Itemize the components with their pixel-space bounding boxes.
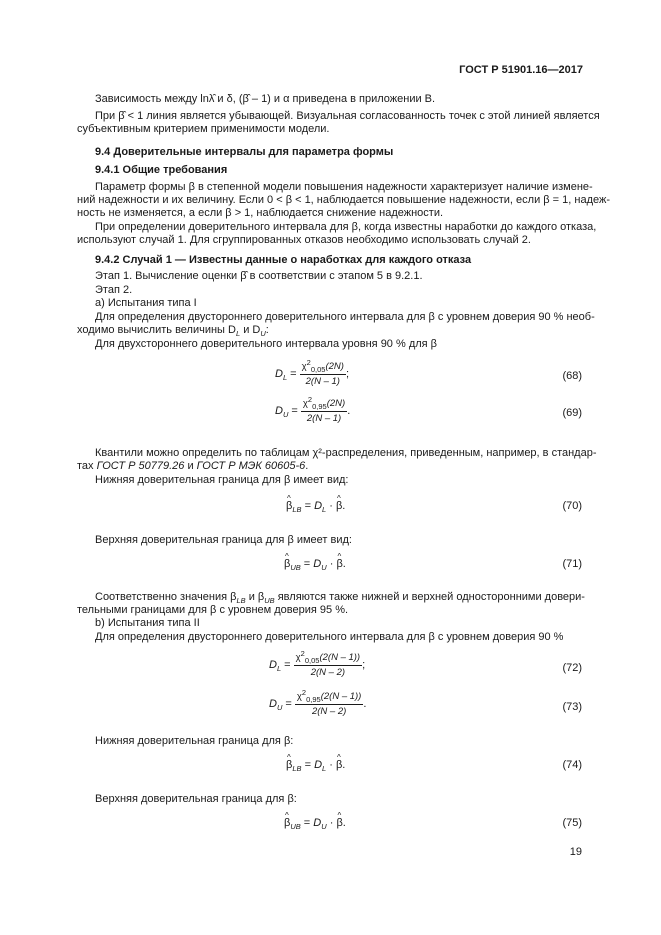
formula-number: (75): [562, 817, 582, 829]
formula-lhs: $D_U$: [275, 405, 289, 420]
fraction-denominator: 2(N – 1): [306, 413, 342, 424]
paragraph-text: Этап 2.: [95, 284, 133, 296]
beta-hat-symbol: ^ β: [336, 759, 342, 772]
beta-symbol: ^ β: [284, 817, 290, 830]
paragraph-text: Для определения двустороннего доверительного интервала для β с уровнем доверия 90 %: [95, 631, 564, 643]
formula-number: (74): [562, 759, 582, 771]
formula-68: [275, 357, 349, 395]
formula-72: [269, 648, 366, 686]
formula-70: ^ $\beta_{LB} = D_L$ · ^ β.: [286, 500, 345, 513]
paragraph-text: Параметр формы β в степенной модели повышения надежности характеризует наличие измене-: [95, 181, 593, 193]
paragraph-text: При β̂ < 1 линия является убывающей. Визуальная согласованность точек с этой линией является: [95, 110, 600, 122]
paragraph-text: используют случай 1. Для сгруппированных отказов необходимо использовать случай 2.: [77, 234, 531, 246]
paragraph-text: тельными границами для β с уровнем доверия 95 %.: [77, 604, 349, 616]
fraction-numerator: $\chi^2_{0,05}(2N)$: [301, 357, 344, 374]
beta-symbol: ^ β: [286, 500, 292, 513]
paragraph-text: Для двухстороннего доверительного интервала уровня 90 % для β: [95, 338, 437, 350]
paragraph-text: Нижняя доверительная граница для β:: [95, 735, 294, 747]
paragraph-text: Для определения двустороннего доверительного интервала для β с уровнем доверия 90 % необ-: [95, 311, 595, 323]
page-number: 19: [569, 846, 582, 858]
formula-75: ^ $\beta_{UB} = D_U$ · ^ β.: [284, 817, 346, 830]
equals-sign: =: [288, 405, 301, 417]
standard-reference: ГОСТ Р МЭК 60605-6: [196, 460, 306, 472]
fraction-numerator: $\chi^2_{0,95}(2(N - 1))$: [296, 687, 362, 704]
formula-punctuation: .: [347, 405, 351, 417]
paragraph-text: тах ГОСТ Р 50779.26 и ГОСТ Р МЭК 60605-6.: [77, 460, 309, 472]
formula-number: (73): [562, 701, 582, 713]
formula-lhs: $D_U$: [269, 698, 283, 713]
paragraph-text: Нижняя доверительная граница для β имеет вид:: [95, 474, 349, 486]
section-heading-9-4-2: 9.4.2 Случай 1 — Известны данные о наработках для каждого отказа: [95, 254, 472, 266]
paragraph-text: Верхняя доверительная граница для β имеет вид:: [95, 534, 352, 546]
paragraph-text: При определении доверительного интервала для β, когда известны наработки до каждого отказа,: [95, 221, 597, 233]
fraction: [295, 687, 363, 717]
beta-symbol: ^ β: [284, 558, 290, 571]
paragraph-text: ний надежности и их величину. Если 0 < β < 1, наблюдается повышение надежности, если β = 1, надеж-: [77, 194, 611, 206]
paragraph-text: Зависимость между lnλ̂ и δ, (β̂ – 1) и α приведена в приложении В.: [95, 93, 436, 105]
fraction-numerator: $\chi^2_{0,95}(2N)$: [302, 394, 346, 411]
fraction: [301, 394, 347, 424]
formula-punctuation: .: [363, 698, 367, 710]
paragraph-text: b) Испытания типа II: [95, 617, 200, 629]
paragraph-text: ходимо вычислить величины $D_L$ и $D_U$:: [77, 324, 269, 339]
formula-69: [275, 394, 351, 432]
formula-punctuation: ;: [362, 659, 366, 671]
formula-73: [269, 687, 367, 725]
fraction: [294, 648, 362, 678]
fraction: [300, 357, 346, 387]
formula-number: (70): [562, 500, 582, 512]
formula-punctuation: ;: [345, 368, 349, 380]
paragraph-text: а) Испытания типа I: [95, 297, 197, 309]
paragraph-text: субъективным критерием применимости модели.: [77, 123, 330, 135]
formula-number: (68): [562, 370, 582, 382]
formula-71: ^ $\beta_{UB} = D_U$ · ^ β.: [284, 558, 346, 571]
paragraph-text: Этап 1. Вычисление оценки β̂ в соответствии с этапом 5 в 9.2.1.: [95, 270, 423, 282]
paragraph-text: ность не изменяется, а если β > 1, наблюдается снижение надежности.: [77, 207, 444, 219]
formula-lhs: $D_L$: [269, 659, 282, 674]
paragraph-text: Верхняя доверительная граница для β:: [95, 793, 297, 805]
section-heading-9-4-1: 9.4.1 Общие требования: [95, 164, 228, 176]
standard-header: ГОСТ Р 51901.16—2017: [459, 64, 583, 76]
equals-sign: =: [281, 659, 294, 671]
paragraph-text: Квантили можно определить по таблицам χ²-распределения, приведенным, например, в стандар-: [95, 447, 597, 459]
equals-sign: =: [287, 368, 300, 380]
formula-74: ^ $\beta_{LB} = D_L$ · ^ β.: [286, 759, 345, 772]
section-heading-9-4: 9.4 Доверительные интервалы для параметра формы: [95, 146, 394, 158]
equals-sign: =: [282, 698, 295, 710]
beta-hat-symbol: ^ β: [336, 817, 342, 830]
beta-hat-symbol: ^ β: [336, 500, 342, 513]
fraction-numerator: $\chi^2_{0,05}(2(N - 1))$: [295, 648, 361, 665]
beta-hat-symbol: ^ β: [336, 558, 342, 571]
paragraph-text: Соответственно значения $\beta_{LB}$ и $\beta_{UB}$ являются также нижней и верхней односторонними довери-: [95, 591, 585, 606]
fraction-denominator: 2(N – 1): [305, 376, 340, 387]
formula-lhs: $D_L$: [275, 368, 288, 383]
formula-number: (69): [562, 407, 582, 419]
formula-number: (72): [562, 662, 582, 674]
fraction-denominator: 2(N – 2): [310, 667, 346, 678]
standard-reference: ГОСТ Р 50779.26: [96, 460, 185, 472]
beta-symbol: ^ β: [286, 759, 292, 772]
fraction-denominator: 2(N – 2): [311, 706, 347, 717]
formula-number: (71): [562, 558, 582, 570]
